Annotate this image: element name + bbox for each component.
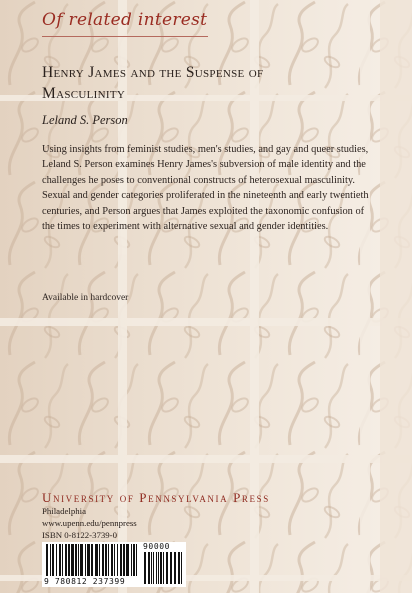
book-title-line1: Henry James and the Suspense of <box>42 64 264 81</box>
book-title <box>42 62 382 104</box>
divider <box>42 36 208 37</box>
series-label: Of related interest <box>42 10 208 30</box>
barcode-digits: 9 780812 237399 <box>44 577 126 586</box>
isbn: ISBN 0-8122-3739-0 <box>42 530 118 540</box>
publisher-url: www.upenn.edu/pennpress <box>42 518 137 528</box>
publisher-name: University of Pennsylvania Press <box>42 490 270 505</box>
isbn-barcode <box>42 542 186 587</box>
publisher-info <box>42 505 137 541</box>
book-author: Leland S. Person <box>42 113 128 127</box>
book-description: Using insights from feminist studies, men's studies, and gay and queer studies, Leland S. Person examines Henry James's subversion of male identity and the challenges he poses to conventional constructs of heterosexual masculinity. Sexual and gender categories proliferated in the nineteenth and early twentieth centuries, and Person argues that James exploited the taxonomic confusion of the times to experiment with alternative sexual and gender identities. <box>42 144 369 233</box>
barcode-supplement: 90000 <box>143 542 171 551</box>
availability-note: Available in hardcover <box>42 293 129 303</box>
publisher-city: Philadelphia <box>42 506 86 516</box>
book-title-line2: Masculinity <box>42 85 126 102</box>
